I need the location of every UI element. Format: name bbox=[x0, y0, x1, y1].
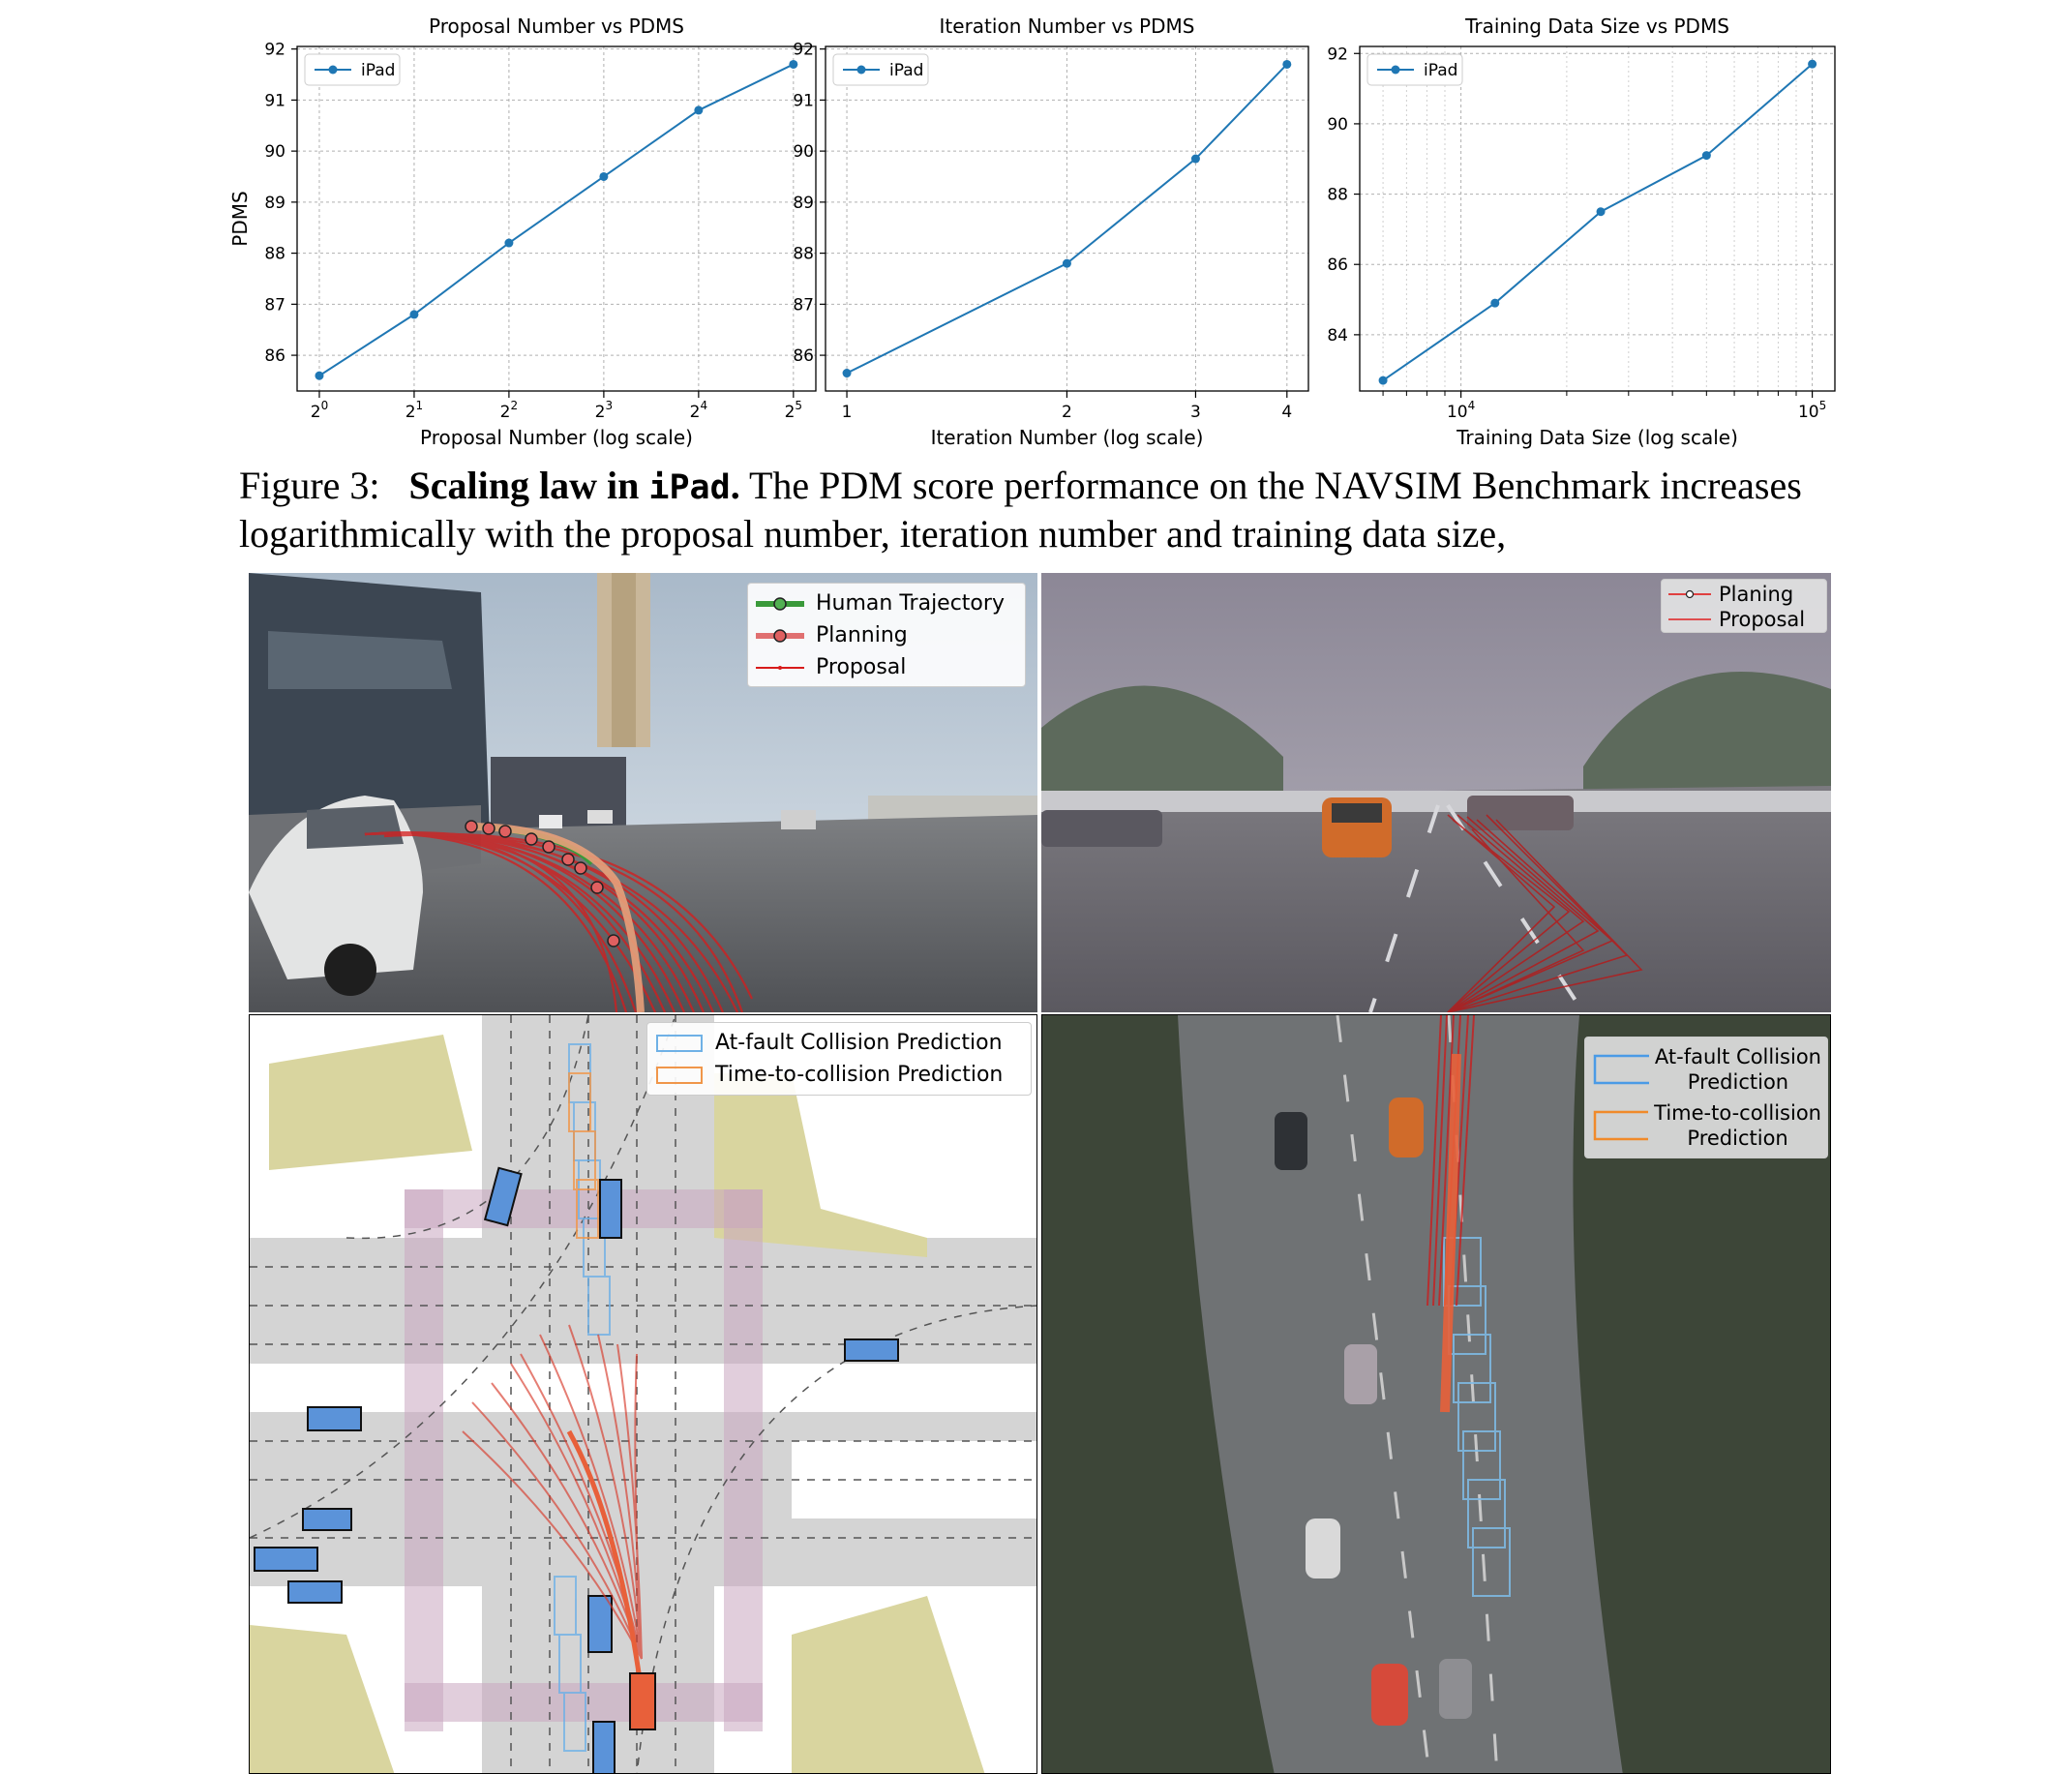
data-point bbox=[315, 372, 323, 380]
y-tick-label: 87 bbox=[264, 295, 285, 316]
y-tick-label: 86 bbox=[1327, 256, 1348, 276]
human-trajectory-legend-icon bbox=[754, 594, 806, 614]
data-point bbox=[789, 60, 797, 69]
legend-marker bbox=[857, 66, 866, 75]
x-tick-label: $2^2$ bbox=[499, 399, 519, 422]
y-tick-label: 92 bbox=[793, 40, 814, 60]
caption-mono: iPad bbox=[648, 468, 731, 507]
data-point bbox=[1597, 207, 1606, 216]
legend-label-planning: Planning bbox=[816, 623, 908, 647]
y-tick-label: 92 bbox=[264, 40, 285, 60]
chart-title: Proposal Number vs PDMS bbox=[429, 15, 684, 38]
x-tick-label: 1 bbox=[841, 403, 853, 422]
bev-map-image bbox=[250, 1015, 1037, 1774]
x-tick-label: $2^0$ bbox=[310, 399, 329, 422]
y-tick-label: 91 bbox=[793, 91, 814, 111]
x-tick-label: 4 bbox=[1281, 403, 1293, 422]
planning-legend-icon bbox=[754, 626, 806, 646]
data-point bbox=[504, 239, 513, 248]
x-tick-label: $2^5$ bbox=[784, 399, 803, 422]
y-tick-label: 88 bbox=[1327, 185, 1348, 205]
data-point bbox=[1063, 259, 1071, 268]
data-point bbox=[409, 310, 418, 318]
x-tick-label: $10^5$ bbox=[1797, 399, 1827, 422]
legend-label: iPad bbox=[889, 61, 924, 80]
figure-label: Figure 3: bbox=[239, 464, 380, 507]
y-tick-label: 86 bbox=[264, 346, 285, 367]
legend-label-ttc-1: Time-to-collision bbox=[1654, 1101, 1821, 1125]
y-tick-label: 88 bbox=[793, 244, 814, 264]
y-tick-label: 89 bbox=[264, 193, 285, 213]
legend-label-human: Human Trajectory bbox=[816, 591, 1005, 616]
data-point bbox=[694, 105, 703, 114]
series-line-ipad bbox=[319, 64, 794, 376]
legend-label-ttc: Time-to-collision Prediction bbox=[715, 1063, 1004, 1087]
legend-label-planing: Planing bbox=[1719, 583, 1794, 606]
ego-vehicle bbox=[630, 1673, 655, 1729]
caption-text: The PDM score performance on the NAVSIM Benchmark increases logarithmically with the proposal number, iteration number and training data size, bbox=[239, 464, 1802, 556]
panel-front-camera-rain bbox=[1041, 573, 1831, 1012]
proposal-legend-icon bbox=[1667, 612, 1713, 627]
y-tick-label: 92 bbox=[1327, 45, 1348, 65]
y-axis-label: PDMS bbox=[228, 191, 252, 247]
x-tick-label: $10^4$ bbox=[1446, 399, 1476, 422]
data-point bbox=[1282, 60, 1291, 69]
legend-label-proposal: Proposal bbox=[816, 655, 907, 679]
plot-frame bbox=[1360, 46, 1835, 391]
panel-front-camera-city bbox=[249, 573, 1037, 1012]
x-axis-label: Training Data Size (log scale) bbox=[1456, 426, 1738, 449]
rain-scene-image bbox=[1041, 573, 1831, 1012]
chart-title: Training Data Size vs PDMS bbox=[1465, 15, 1729, 38]
y-tick-label: 90 bbox=[1327, 114, 1348, 135]
y-tick-label: 90 bbox=[793, 142, 814, 163]
series-line-ipad bbox=[1383, 64, 1813, 380]
x-tick-label: 3 bbox=[1190, 403, 1201, 422]
legend-label-at-fault-2: Prediction bbox=[1687, 1070, 1789, 1094]
x-axis-label: Iteration Number (log scale) bbox=[930, 426, 1204, 449]
y-tick-label: 89 bbox=[793, 193, 814, 213]
data-point bbox=[1490, 299, 1499, 308]
planing-legend-icon bbox=[1667, 586, 1713, 602]
panel-aerial-view bbox=[1041, 1014, 1831, 1774]
data-point bbox=[1191, 155, 1200, 164]
x-axis-label: Proposal Number (log scale) bbox=[420, 426, 693, 449]
legend-rain bbox=[1661, 579, 1827, 633]
legend-label: iPad bbox=[1424, 61, 1458, 80]
data-point bbox=[1379, 376, 1388, 385]
y-tick-label: 91 bbox=[264, 91, 285, 111]
data-point bbox=[599, 172, 608, 181]
y-tick-label: 87 bbox=[793, 295, 814, 316]
x-tick-label: $2^3$ bbox=[594, 399, 614, 422]
data-point bbox=[1702, 151, 1711, 160]
y-tick-label: 86 bbox=[793, 346, 814, 367]
legend-label-at-fault: At-fault Collision Prediction bbox=[715, 1031, 1003, 1055]
legend-label: iPad bbox=[361, 61, 396, 80]
x-tick-label: 2 bbox=[1062, 403, 1072, 422]
proposal-legend-icon bbox=[754, 658, 806, 677]
y-tick-label: 88 bbox=[264, 244, 285, 264]
y-tick-label: 84 bbox=[1327, 325, 1348, 346]
scaling-charts bbox=[0, 0, 2072, 455]
ttc-legend-icon bbox=[653, 1065, 706, 1086]
legend-label-proposal-rain: Proposal bbox=[1719, 608, 1806, 631]
data-point bbox=[1808, 60, 1817, 69]
legend-city bbox=[747, 583, 1026, 687]
legend-marker bbox=[1392, 66, 1400, 75]
figure-caption bbox=[239, 463, 1846, 556]
ttc-legend-icon bbox=[1591, 1106, 1648, 1145]
legend-label-at-fault-1: At-fault Collision bbox=[1654, 1045, 1821, 1068]
legend-marker bbox=[329, 66, 338, 75]
panel-bev-map bbox=[249, 1014, 1037, 1774]
legend-bev bbox=[646, 1022, 1032, 1096]
x-tick-label: $2^1$ bbox=[405, 399, 424, 422]
x-tick-label: $2^4$ bbox=[689, 399, 708, 422]
chart-title: Iteration Number vs PDMS bbox=[939, 15, 1195, 38]
data-point bbox=[843, 369, 852, 377]
legend-label-ttc-2: Prediction bbox=[1687, 1127, 1788, 1150]
legend-aerial bbox=[1584, 1037, 1828, 1158]
at-fault-legend-icon bbox=[1591, 1050, 1649, 1089]
y-tick-label: 90 bbox=[264, 142, 285, 163]
at-fault-legend-icon bbox=[653, 1033, 706, 1054]
caption-bold: Scaling law in iPad. bbox=[408, 464, 740, 507]
